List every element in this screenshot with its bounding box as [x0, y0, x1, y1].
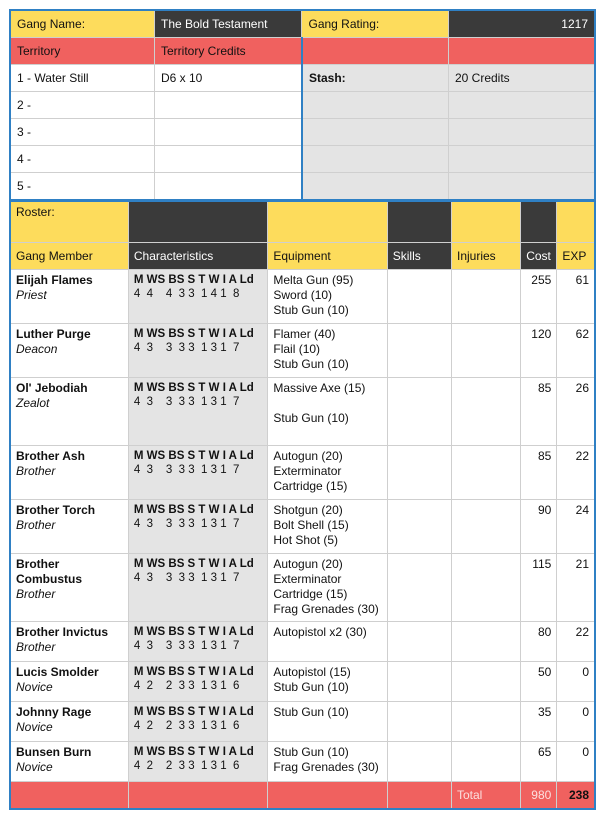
equipment-cell[interactable]: [268, 622, 387, 662]
skills-cell[interactable]: [387, 742, 451, 782]
skills-cell[interactable]: [387, 500, 451, 554]
member-name: Brother Ash: [16, 449, 85, 463]
table-row: [10, 500, 595, 554]
injuries-cell[interactable]: [451, 742, 520, 782]
stash-cell: [448, 119, 595, 146]
characteristics-header: M WS BS S T W I A Ld: [133, 666, 254, 678]
cost-cell[interactable]: 65: [521, 742, 557, 782]
injuries-cell[interactable]: [451, 662, 520, 702]
territory-credits[interactable]: [154, 146, 302, 173]
table-row: [10, 270, 595, 324]
characteristics-header: M WS BS S T W I A Ld: [133, 450, 254, 462]
characteristics-values: 4 2 2 3 3 1 3 1 6: [133, 680, 240, 692]
characteristics-values: 4 3 3 3 3 1 3 1 7: [133, 640, 240, 652]
total-filler-cell: [10, 782, 128, 810]
equipment-item: Stub Gun (10): [273, 745, 349, 759]
characteristics-values: 4 3 3 3 3 1 3 1 7: [133, 396, 240, 408]
member-name: Ol' Jebodiah: [16, 381, 88, 395]
territory-credits[interactable]: [154, 173, 302, 201]
equipment-item: Frag Grenades (30): [273, 760, 379, 774]
skills-cell[interactable]: [387, 270, 451, 324]
territory-name[interactable]: 2 -: [10, 92, 154, 119]
exp-cell[interactable]: 0: [557, 742, 595, 782]
stash-cell: [448, 146, 595, 173]
territory-name[interactable]: 4 -: [10, 146, 154, 173]
characteristics-cell[interactable]: [128, 270, 267, 324]
territory-credits[interactable]: [154, 119, 302, 146]
equipment-item: Sword (10): [273, 288, 333, 302]
exp-cell[interactable]: 24: [557, 500, 595, 554]
skills-cell[interactable]: [387, 378, 451, 446]
territory-header: Territory: [10, 38, 154, 65]
equipment-item: Stub Gun (10): [273, 705, 349, 719]
equipment-item: Stub Gun (10): [273, 357, 349, 371]
equipment-item: Melta Gun (95): [273, 273, 354, 287]
characteristics-values: 4 3 3 3 3 1 3 1 7: [133, 464, 240, 476]
equipment-item: Autogun (20): [273, 557, 343, 571]
member-name: Brother Torch: [16, 503, 96, 517]
characteristics-cell[interactable]: [128, 702, 267, 742]
header-filler-cell: [387, 201, 451, 243]
header-filler-cell: [557, 201, 595, 243]
exp-cell[interactable]: 22: [557, 446, 595, 500]
injuries-cell[interactable]: [451, 324, 520, 378]
injuries-cell[interactable]: [451, 378, 520, 446]
characteristics-header: M WS BS S T W I A Ld: [133, 382, 254, 394]
gang-name-value[interactable]: The Bold Testament: [154, 10, 302, 38]
territory-name[interactable]: 5 -: [10, 173, 154, 201]
equipment-cell[interactable]: [268, 446, 387, 500]
member-role: Priest: [16, 288, 47, 302]
col-header-exp: EXP: [557, 243, 595, 270]
territory-name[interactable]: 3 -: [10, 119, 154, 146]
stash-cell: [302, 119, 449, 146]
gang-info-table: [9, 9, 596, 201]
table-row: [10, 662, 595, 702]
table-row: [10, 324, 595, 378]
characteristics-cell[interactable]: [128, 554, 267, 622]
characteristics-cell[interactable]: [128, 662, 267, 702]
equipment-cell[interactable]: [268, 662, 387, 702]
gang-rating-label: Gang Rating:: [302, 10, 449, 38]
characteristics-values: 4 3 3 3 3 1 3 1 7: [133, 518, 240, 530]
header-filler-cell: [268, 201, 387, 243]
cost-cell[interactable]: 85: [521, 378, 557, 446]
cost-cell[interactable]: 35: [521, 702, 557, 742]
stash-cell: [302, 173, 449, 201]
member-name: Elijah Flames: [16, 273, 93, 287]
member-role: Novice: [16, 680, 53, 694]
member-cell[interactable]: [10, 378, 128, 446]
stash-value[interactable]: 20 Credits: [448, 65, 595, 92]
header-filler-cell: [128, 201, 267, 243]
col-header-skills: Skills: [387, 243, 451, 270]
member-cell[interactable]: [10, 742, 128, 782]
gang-rating-value[interactable]: 1217: [448, 10, 595, 38]
characteristics-cell[interactable]: [128, 742, 267, 782]
characteristics-header: M WS BS S T W I A Ld: [133, 558, 254, 570]
characteristics-header: M WS BS S T W I A Ld: [133, 328, 254, 340]
equipment-cell[interactable]: [268, 554, 387, 622]
member-name: Brother Combustus: [16, 557, 82, 586]
stash-cell: [448, 92, 595, 119]
table-row: [10, 554, 595, 622]
characteristics-values: 4 3 3 3 3 1 3 1 7: [133, 572, 240, 584]
equipment-item: Autopistol (15): [273, 665, 351, 679]
exp-cell[interactable]: 26: [557, 378, 595, 446]
equipment-item: Flail (10): [273, 342, 321, 356]
header-filler-cell: [451, 201, 520, 243]
member-name: Lucis Smolder: [16, 665, 99, 679]
header-filler-cell: [448, 38, 595, 65]
roster-label: Roster:: [10, 201, 128, 243]
member-role: Zealot: [16, 396, 50, 410]
member-cell[interactable]: [10, 324, 128, 378]
exp-cell[interactable]: 22: [557, 622, 595, 662]
member-role: Novice: [16, 720, 53, 734]
equipment-cell[interactable]: [268, 270, 387, 324]
stash-cell: [302, 92, 449, 119]
territory-name[interactable]: 1 - Water Still: [10, 65, 154, 92]
territory-credits[interactable]: [154, 92, 302, 119]
stash-cell: [448, 173, 595, 201]
injuries-cell[interactable]: [451, 554, 520, 622]
characteristics-values: 4 4 4 3 3 1 4 1 8: [133, 288, 240, 300]
injuries-cell[interactable]: [451, 500, 520, 554]
equipment-cell[interactable]: [268, 500, 387, 554]
equipment-item: Cartridge (15): [273, 479, 348, 493]
equipment-cell[interactable]: [268, 378, 387, 446]
characteristics-values: 4 2 2 3 3 1 3 1 6: [133, 720, 240, 732]
territory-credits[interactable]: D6 x 10: [154, 65, 302, 92]
injuries-cell[interactable]: [451, 270, 520, 324]
stash-label: Stash:: [302, 65, 449, 92]
member-name: Johnny Rage: [16, 705, 92, 719]
cost-cell[interactable]: 255: [521, 270, 557, 324]
equipment-item: Autogun (20): [273, 449, 343, 463]
member-name: Bunsen Burn: [16, 745, 92, 759]
roster-table: [9, 200, 596, 810]
equipment-cell[interactable]: [268, 702, 387, 742]
table-row: [10, 446, 595, 500]
exp-cell[interactable]: 62: [557, 324, 595, 378]
characteristics-cell[interactable]: [128, 324, 267, 378]
equipment-item: Exterminator: [273, 572, 342, 586]
equipment-item: Exterminator: [273, 464, 342, 478]
exp-cell[interactable]: 61: [557, 270, 595, 324]
member-role: Brother: [16, 640, 56, 654]
header-filler-cell: [302, 38, 449, 65]
member-cell[interactable]: [10, 622, 128, 662]
member-role: Deacon: [16, 342, 58, 356]
characteristics-cell[interactable]: [128, 378, 267, 446]
exp-cell[interactable]: 0: [557, 702, 595, 742]
total-exp: 238: [557, 782, 595, 810]
total-filler-cell: [128, 782, 267, 810]
table-row: [10, 702, 595, 742]
characteristics-values: 4 3 3 3 3 1 3 1 7: [133, 342, 240, 354]
total-filler-cell: [387, 782, 451, 810]
cost-cell[interactable]: 90: [521, 500, 557, 554]
characteristics-header: M WS BS S T W I A Ld: [133, 706, 254, 718]
table-row: [10, 742, 595, 782]
member-cell[interactable]: [10, 554, 128, 622]
injuries-cell[interactable]: [451, 446, 520, 500]
gang-name-label: Gang Name:: [10, 10, 154, 38]
exp-cell[interactable]: 21: [557, 554, 595, 622]
injuries-cell[interactable]: [451, 622, 520, 662]
injuries-cell[interactable]: [451, 702, 520, 742]
total-label: Total: [451, 782, 520, 810]
equipment-item: Bolt Shell (15): [273, 518, 349, 532]
equipment-item: Stub Gun (10): [273, 303, 349, 317]
skills-cell[interactable]: [387, 662, 451, 702]
equipment-item: Shotgun (20): [273, 503, 343, 517]
col-header-member: Gang Member: [10, 243, 128, 270]
table-row: [10, 622, 595, 662]
equipment-cell[interactable]: [268, 742, 387, 782]
col-header-characteristics: Characteristics: [128, 243, 267, 270]
cost-cell[interactable]: 120: [521, 324, 557, 378]
col-header-cost: Cost: [521, 243, 557, 270]
member-role: Novice: [16, 760, 53, 774]
total-cost: 980: [521, 782, 557, 810]
member-cell[interactable]: [10, 662, 128, 702]
skills-cell[interactable]: [387, 446, 451, 500]
skills-cell[interactable]: [387, 324, 451, 378]
member-name: Luther Purge: [16, 327, 91, 341]
cost-cell[interactable]: 85: [521, 446, 557, 500]
skills-cell[interactable]: [387, 622, 451, 662]
characteristics-cell[interactable]: [128, 622, 267, 662]
member-cell[interactable]: [10, 446, 128, 500]
member-cell[interactable]: [10, 270, 128, 324]
equipment-item: Stub Gun (10): [273, 411, 349, 425]
characteristics-cell[interactable]: [128, 446, 267, 500]
equipment-item: [273, 396, 381, 411]
equipment-item: Flamer (40): [273, 327, 336, 341]
total-filler-cell: [268, 782, 387, 810]
characteristics-values: 4 2 2 3 3 1 3 1 6: [133, 760, 240, 772]
cost-cell[interactable]: 80: [521, 622, 557, 662]
skills-cell[interactable]: [387, 702, 451, 742]
col-header-equipment: Equipment: [268, 243, 387, 270]
member-cell[interactable]: [10, 702, 128, 742]
equipment-item: Frag Grenades (30): [273, 602, 379, 616]
col-header-injuries: Injuries: [451, 243, 520, 270]
characteristics-cell[interactable]: [128, 500, 267, 554]
member-role: Brother: [16, 464, 56, 478]
member-cell[interactable]: [10, 500, 128, 554]
exp-cell[interactable]: 0: [557, 662, 595, 702]
equipment-item: Cartridge (15): [273, 587, 348, 601]
characteristics-header: M WS BS S T W I A Ld: [133, 504, 254, 516]
equipment-item: Massive Axe (15): [273, 381, 366, 395]
member-role: Brother: [16, 518, 56, 532]
stash-cell: [302, 146, 449, 173]
equipment-cell[interactable]: [268, 324, 387, 378]
equipment-item: Autopistol x2 (30): [273, 625, 367, 639]
characteristics-header: M WS BS S T W I A Ld: [133, 274, 254, 286]
member-role: Brother: [16, 587, 56, 601]
territory-credits-header: Territory Credits: [154, 38, 302, 65]
member-name: Brother Invictus: [16, 625, 109, 639]
cost-cell[interactable]: 50: [521, 662, 557, 702]
characteristics-header: M WS BS S T W I A Ld: [133, 626, 254, 638]
table-row: [10, 378, 595, 446]
skills-cell[interactable]: [387, 554, 451, 622]
equipment-item: Hot Shot (5): [273, 533, 339, 547]
equipment-item: Stub Gun (10): [273, 680, 349, 694]
header-filler-cell: [521, 201, 557, 243]
characteristics-header: M WS BS S T W I A Ld: [133, 746, 254, 758]
cost-cell[interactable]: 115: [521, 554, 557, 622]
